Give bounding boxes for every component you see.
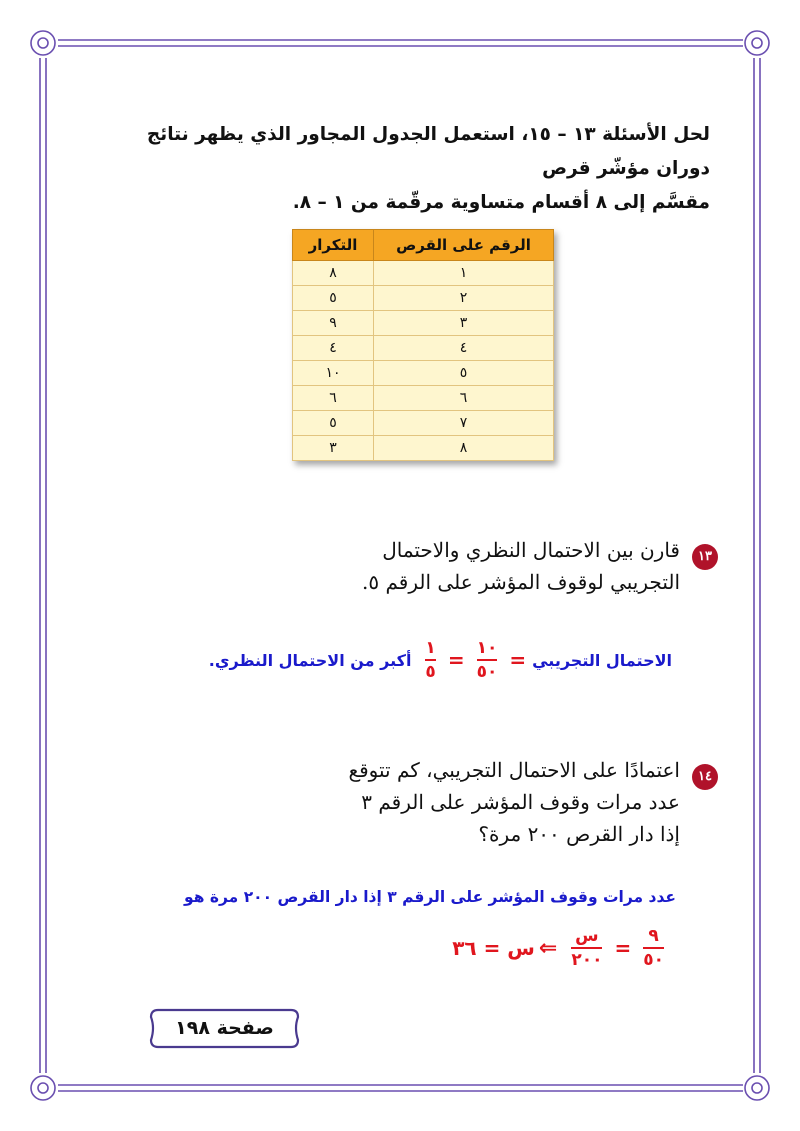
question-14-number-badge: ١٤ [692, 764, 718, 790]
cell-number: ٦ [374, 386, 554, 411]
intro-line-1: لحل الأسئلة ١٣ – ١٥، استعمل الجدول المجاور الذي يظهر نتائج دوران مؤشّر قرص [146, 124, 710, 179]
table-row [293, 261, 554, 286]
table-header-row [293, 230, 554, 261]
question-13-line-2: التجريبي لوقوف المؤشر على الرقم ٥. [362, 570, 680, 594]
cell-number: ٣ [374, 311, 554, 336]
page-number-label: صفحة ١٩٨ [175, 1017, 274, 1039]
answer-14-result: س = ٣٦ [452, 936, 535, 960]
cell-frequency: ٩ [293, 311, 374, 336]
cell-number: ١ [374, 261, 554, 286]
answer-13-label: الاحتمال التجريبي [532, 650, 672, 670]
fraction-bar [571, 947, 602, 949]
table-row [293, 336, 554, 361]
header-disk-number: الرقم على القرص [374, 230, 554, 261]
implies-arrow: ⇐ [538, 935, 558, 961]
intro-line-2: مقسَّم إلى ٨ أقسام متساوية مرقّمة من ١ – ٨. [292, 192, 710, 213]
answer-14-text: عدد مرات وقوف المؤشر على الرقم ٣ إذا دار القرص ٢٠٠ مرة هو [184, 888, 676, 906]
fraction-denominator: ٥٠ [476, 662, 498, 682]
cell-number: ٨ [374, 436, 554, 461]
answer-14-fraction-1 [643, 926, 664, 970]
cell-frequency: ٣ [293, 436, 374, 461]
answer-13 [209, 638, 672, 682]
answer-13-fraction-1 [477, 638, 498, 682]
cell-frequency: ٥ [293, 286, 374, 311]
frequency-table [292, 229, 554, 461]
table-row [293, 311, 554, 336]
page-number-badge [148, 1007, 301, 1050]
fraction-numerator: ١ [425, 638, 436, 658]
question-13-line-1: قارن بين الاحتمال النظري والاحتمال [382, 538, 680, 562]
intro-text [90, 118, 710, 220]
answer-14-fraction-2 [571, 926, 602, 970]
cell-number: ٢ [374, 286, 554, 311]
question-13 [362, 534, 712, 598]
equals-sign: = [509, 648, 527, 672]
fraction-numerator: س [575, 926, 599, 946]
fraction-numerator: ٩ [648, 926, 659, 946]
cell-number: ٥ [374, 361, 554, 386]
cell-frequency: ١٠ [293, 361, 374, 386]
question-14-line-2: عدد مرات وقوف المؤشر على الرقم ٣ [361, 790, 680, 814]
cell-frequency: ٥ [293, 411, 374, 436]
fraction-bar [477, 659, 498, 661]
cell-frequency: ٨ [293, 261, 374, 286]
equals-sign: = [447, 648, 465, 672]
answer-13-fraction-2 [425, 638, 435, 682]
answer-14-equation [452, 926, 670, 970]
fraction-denominator: ٥٠ [643, 950, 664, 970]
question-14-line-1: اعتمادًا على الاحتمال التجريبي، كم تتوقع [348, 758, 680, 782]
fraction-denominator: ٢٠٠ [571, 950, 603, 970]
answer-13-conclusion: أكبر من الاحتمال النظري. [208, 650, 412, 670]
question-14 [348, 754, 712, 850]
cell-frequency: ٤ [293, 336, 374, 361]
cell-number: ٧ [374, 411, 554, 436]
header-frequency: التكرار [293, 230, 374, 261]
cell-frequency: ٦ [293, 386, 374, 411]
cell-number: ٤ [374, 336, 554, 361]
table-row [293, 411, 554, 436]
table-row [293, 436, 554, 461]
question-13-number-badge: ١٣ [692, 544, 718, 570]
equals-sign: = [614, 936, 632, 960]
table-row [293, 386, 554, 411]
fraction-bar [643, 947, 664, 949]
table-row [293, 361, 554, 386]
fraction-numerator: ١٠ [476, 638, 498, 658]
table-row [293, 286, 554, 311]
fraction-bar [425, 659, 435, 661]
question-14-line-3: إذا دار القرص ٢٠٠ مرة؟ [478, 822, 680, 846]
fraction-denominator: ٥ [425, 662, 436, 682]
